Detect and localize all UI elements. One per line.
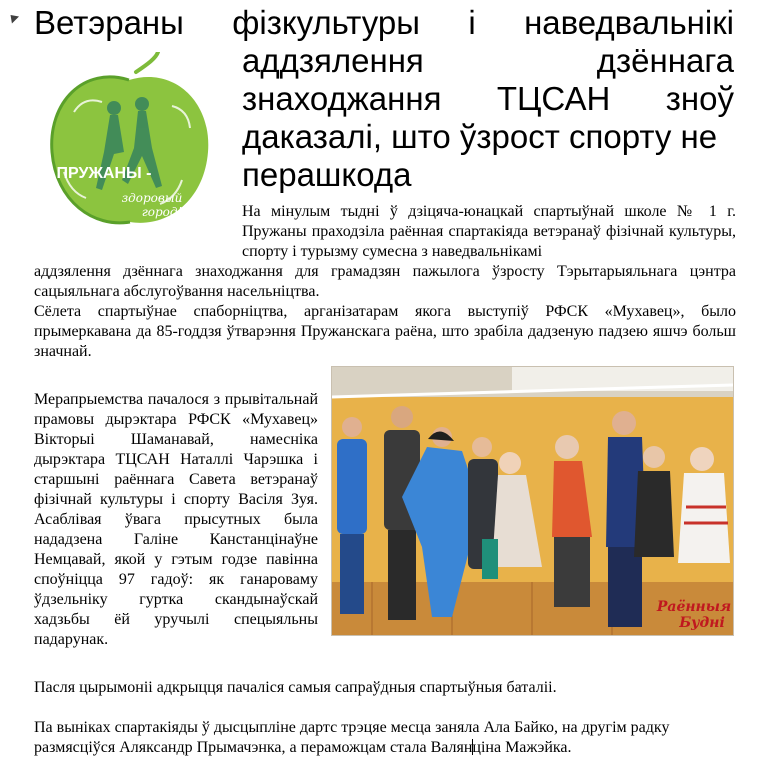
- title-word: дзённага: [596, 42, 734, 79]
- results-paragraph[interactable]: [34, 718, 736, 758]
- title-word: і: [468, 4, 476, 41]
- logo-sub-text-1: здоровый: [121, 191, 183, 205]
- title-word: зноў: [665, 80, 734, 117]
- title-line-2: [242, 42, 734, 80]
- collapse-triangle-icon[interactable]: [7, 11, 19, 23]
- title-word: аддзялення: [242, 42, 424, 79]
- photo-watermark-line-2: Будні: [679, 615, 725, 631]
- battles-paragraph: Пасля цырымоніі адкрыцця пачаліся самыя сапраўдныя спартыўныя баталіі.: [34, 679, 557, 696]
- event-photo: [331, 366, 734, 636]
- title-word: знаходжання: [242, 80, 442, 117]
- intro-paragraph-continued: аддзялення дзённага знаходжання для грамадзян пажылога ўзросту Тэрытарыяльнага цэнтра сацыяльнага абслугоўвання насельніцтва.: [34, 263, 736, 300]
- logo-main-text: ПРУЖАНЫ -: [56, 165, 152, 182]
- results-text-before-cursor: Па выніках спартакіяды ў дысцыпліне дартс трэцяе месца заняла Ала Байко, на другім радку размясціўся Аляксандр Прымачэнка, а пераможцам стала Валян: [34, 719, 670, 756]
- logo-sub-text-2: город!: [141, 205, 183, 219]
- intro-paragraph: На мінулым тыдні ў дзіцяча-юнацкай спартыўнай школе № 1 г. Пружаны праходзіла раённая спартакіяда ветэранаў фізічнай культуры, спорту і турызму сумесна з наведвальнікамі: [242, 203, 736, 260]
- title-word: ТЦСАН: [496, 80, 611, 117]
- title-line-1: [34, 4, 734, 42]
- title-line-4: даказалі, што ўзрост спорту не: [242, 118, 718, 155]
- photo-watermark-line-1: Раённыя: [656, 599, 732, 615]
- ceremony-paragraph: Мерапрыемства пачалося з прывітальнай прамовы дырэктара РФСК «Мухавец» Вікторыі Шаманавай, намесніка дырэктара ТЦСАН Наталлі Чарэшка і старшыні раённага Савета ветэранаў фізічнай культуры і спорту Васіля Зуя. Асаблівая ўвага прысутных была нададзена Галіне Канстанцінаўне Немцавай, якой у гэтым годзе павінна споўніцца 97 гадоў: як ганароваму ўдзельніку гуртка скандынаўскай хадзьбы ёй уручылі спецыяльны падарунак.: [34, 391, 318, 648]
- results-text-after-cursor: ціна Мажэйка.: [472, 739, 572, 756]
- organizer-paragraph: Сёлета спартыўнае спаборніцтва, арганізатарам якога выступіў РФСК «Мухавец», было прымеркавана да 85-годдзя ўтварэння Пружанскага раёна, што зрабіла дадзеную падзею яшчэ больш значнай.: [34, 303, 736, 360]
- title-word: фізкультуры: [232, 4, 420, 41]
- pruzhany-healthy-city-logo: [44, 52, 214, 230]
- title-line-5: перашкода: [242, 156, 412, 193]
- title-word: Ветэраны: [34, 4, 184, 41]
- title-line-3: [242, 80, 734, 118]
- title-word: наведвальнікі: [524, 4, 734, 41]
